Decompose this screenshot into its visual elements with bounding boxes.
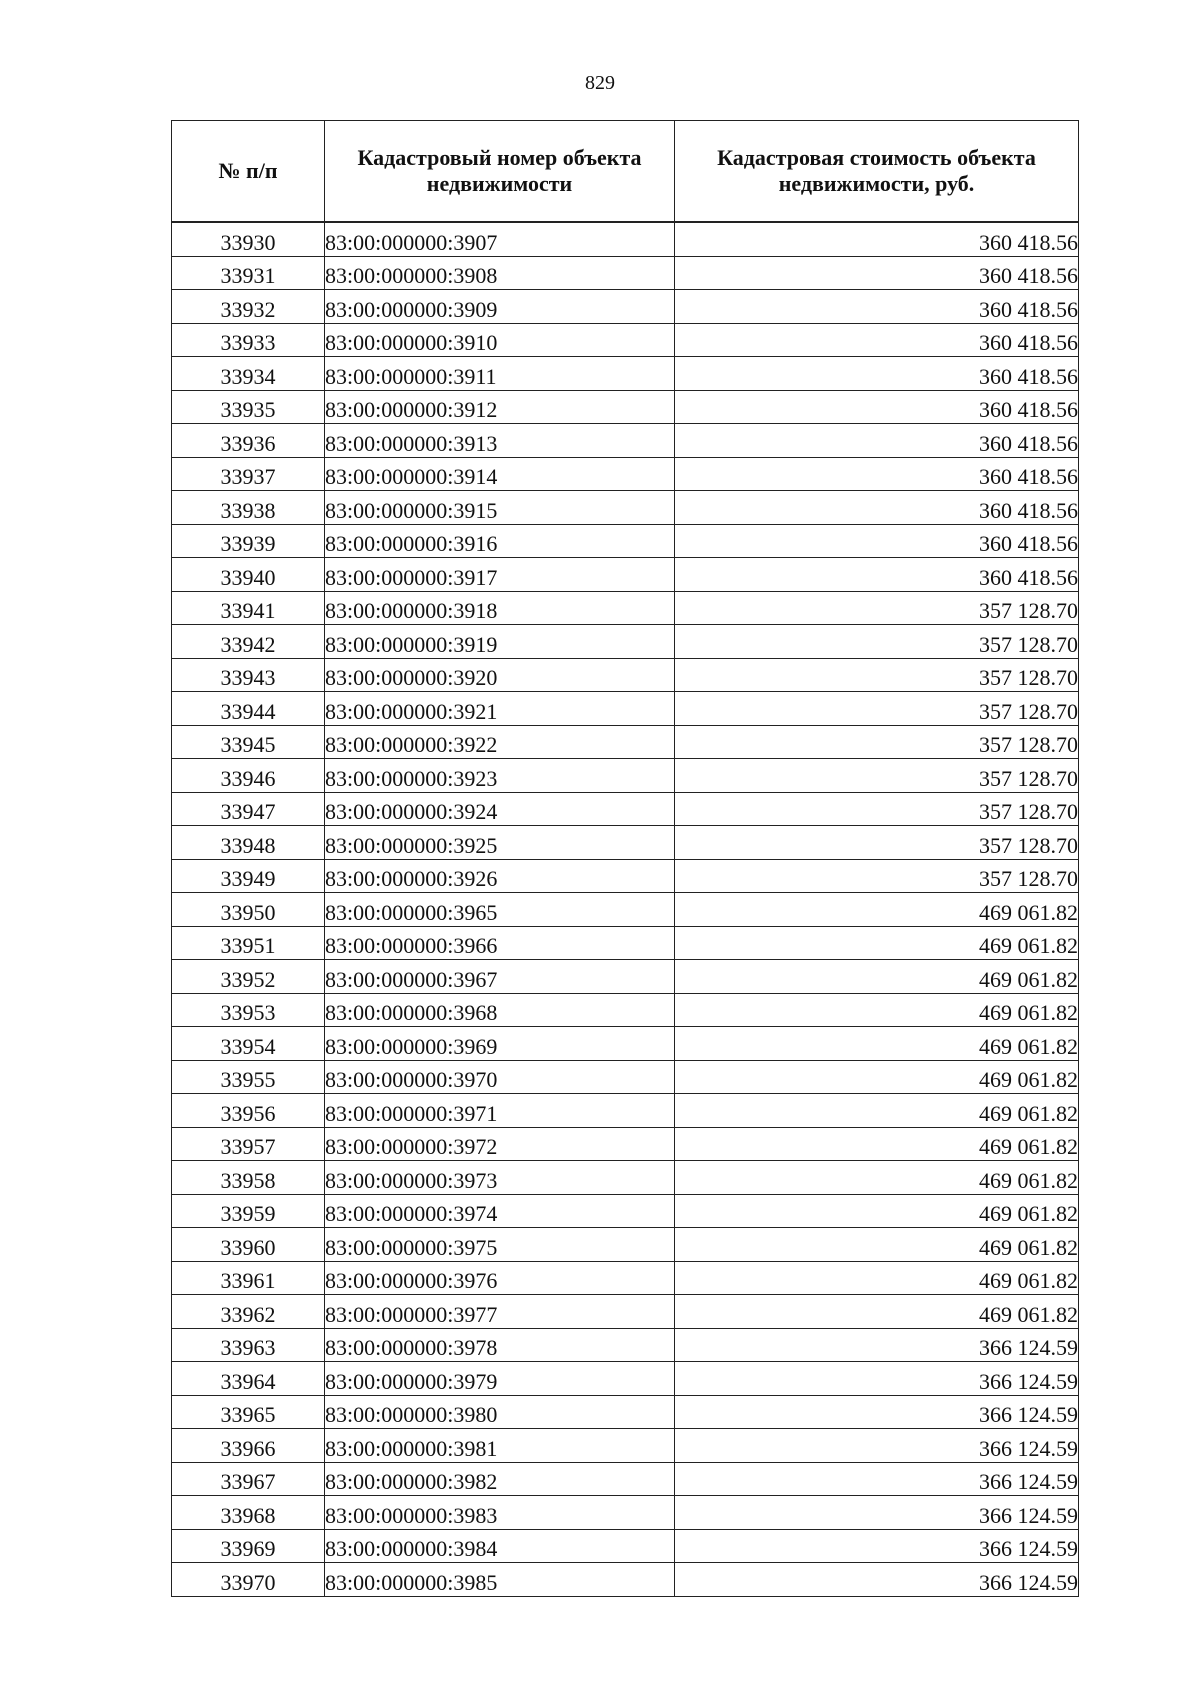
cadastral-value-cell: 366 124.59 (675, 1362, 1079, 1396)
row-number-cell: 33957 (172, 1127, 325, 1161)
table-row (172, 222, 1079, 256)
cadastral-number-cell: 83:00:000000:3976 (325, 1261, 675, 1295)
table-row (172, 1295, 1079, 1329)
row-number-cell: 33958 (172, 1161, 325, 1195)
table-row (172, 625, 1079, 659)
cadastral-number-cell: 83:00:000000:3982 (325, 1462, 675, 1496)
cadastral-value-cell: 366 124.59 (675, 1429, 1079, 1463)
cadastral-number-cell: 83:00:000000:3922 (325, 725, 675, 759)
cadastral-number-cell: 83:00:000000:3968 (325, 993, 675, 1027)
cadastral-number-cell: 83:00:000000:3909 (325, 290, 675, 324)
cadastral-number-cell: 83:00:000000:3919 (325, 625, 675, 659)
cadastral-number-cell: 83:00:000000:3979 (325, 1362, 675, 1396)
row-number-cell: 33963 (172, 1328, 325, 1362)
row-number-cell: 33966 (172, 1429, 325, 1463)
row-number-cell: 33948 (172, 826, 325, 860)
cadastral-value-cell: 357 128.70 (675, 625, 1079, 659)
cadastral-value-table (171, 120, 1079, 1597)
cadastral-number-cell: 83:00:000000:3974 (325, 1194, 675, 1228)
table-row (172, 457, 1079, 491)
table-row (172, 826, 1079, 860)
table-row (172, 1395, 1079, 1429)
table-row (172, 893, 1079, 927)
cadastral-value-cell: 469 061.82 (675, 1094, 1079, 1128)
cadastral-value-cell: 366 124.59 (675, 1328, 1079, 1362)
table-row (172, 1563, 1079, 1597)
cadastral-number-cell: 83:00:000000:3977 (325, 1295, 675, 1329)
table-row (172, 357, 1079, 391)
column-header-cadastral-value: Кадастровая стоимость объекта недвижимости, руб. (675, 121, 1079, 223)
table-row (172, 1027, 1079, 1061)
table-row (172, 759, 1079, 793)
cadastral-value-cell: 360 418.56 (675, 524, 1079, 558)
table-row (172, 1429, 1079, 1463)
cadastral-value-cell: 469 061.82 (675, 1295, 1079, 1329)
table-row (172, 1261, 1079, 1295)
cadastral-number-cell: 83:00:000000:3923 (325, 759, 675, 793)
table-row (172, 1161, 1079, 1195)
page-number: 829 (585, 72, 615, 94)
table-row (172, 1462, 1079, 1496)
row-number-cell: 33942 (172, 625, 325, 659)
cadastral-value-cell: 469 061.82 (675, 960, 1079, 994)
table-row (172, 1127, 1079, 1161)
table-row (172, 323, 1079, 357)
cadastral-number-cell: 83:00:000000:3916 (325, 524, 675, 558)
cadastral-number-cell: 83:00:000000:3910 (325, 323, 675, 357)
row-number-cell: 33950 (172, 893, 325, 927)
cadastral-value-cell: 366 124.59 (675, 1563, 1079, 1597)
cadastral-value-cell: 469 061.82 (675, 1127, 1079, 1161)
cadastral-value-cell: 469 061.82 (675, 1261, 1079, 1295)
cadastral-number-cell: 83:00:000000:3983 (325, 1496, 675, 1530)
cadastral-number-cell: 83:00:000000:3915 (325, 491, 675, 525)
cadastral-number-cell: 83:00:000000:3967 (325, 960, 675, 994)
row-number-cell: 33962 (172, 1295, 325, 1329)
row-number-cell: 33970 (172, 1563, 325, 1597)
table-row (172, 993, 1079, 1027)
cadastral-number-cell: 83:00:000000:3924 (325, 792, 675, 826)
row-number-cell: 33960 (172, 1228, 325, 1262)
table-row (172, 658, 1079, 692)
cadastral-value-cell: 360 418.56 (675, 424, 1079, 458)
cadastral-value-cell: 360 418.56 (675, 357, 1079, 391)
row-number-cell: 33938 (172, 491, 325, 525)
table-row (172, 859, 1079, 893)
table-row (172, 290, 1079, 324)
cadastral-number-cell: 83:00:000000:3920 (325, 658, 675, 692)
cadastral-value-cell: 366 124.59 (675, 1462, 1079, 1496)
cadastral-value-cell: 469 061.82 (675, 926, 1079, 960)
row-number-cell: 33943 (172, 658, 325, 692)
column-header-num: № п/п (172, 121, 325, 223)
table-row (172, 1194, 1079, 1228)
row-number-cell: 33932 (172, 290, 325, 324)
cadastral-value-cell: 357 128.70 (675, 658, 1079, 692)
cadastral-number-cell: 83:00:000000:3971 (325, 1094, 675, 1128)
cadastral-number-cell: 83:00:000000:3913 (325, 424, 675, 458)
row-number-cell: 33930 (172, 222, 325, 256)
cadastral-number-cell: 83:00:000000:3926 (325, 859, 675, 893)
row-number-cell: 33934 (172, 357, 325, 391)
row-number-cell: 33947 (172, 792, 325, 826)
row-number-cell: 33940 (172, 558, 325, 592)
cadastral-number-cell: 83:00:000000:3984 (325, 1529, 675, 1563)
cadastral-value-cell: 357 128.70 (675, 725, 1079, 759)
table-row (172, 1362, 1079, 1396)
cadastral-value-cell: 360 418.56 (675, 323, 1079, 357)
row-number-cell: 33964 (172, 1362, 325, 1396)
cadastral-value-cell: 469 061.82 (675, 1027, 1079, 1061)
cadastral-number-cell: 83:00:000000:3969 (325, 1027, 675, 1061)
table-row (172, 1496, 1079, 1530)
cadastral-number-cell: 83:00:000000:3981 (325, 1429, 675, 1463)
cadastral-number-cell: 83:00:000000:3907 (325, 222, 675, 256)
row-number-cell: 33959 (172, 1194, 325, 1228)
table-row (172, 960, 1079, 994)
cadastral-value-cell: 357 128.70 (675, 692, 1079, 726)
row-number-cell: 33965 (172, 1395, 325, 1429)
cadastral-number-cell: 83:00:000000:3970 (325, 1060, 675, 1094)
cadastral-value-cell: 366 124.59 (675, 1529, 1079, 1563)
table-row (172, 1328, 1079, 1362)
cadastral-value-cell: 469 061.82 (675, 1161, 1079, 1195)
row-number-cell: 33953 (172, 993, 325, 1027)
cadastral-value-cell: 469 061.82 (675, 1060, 1079, 1094)
cadastral-value-cell: 357 128.70 (675, 859, 1079, 893)
row-number-cell: 33954 (172, 1027, 325, 1061)
cadastral-value-cell: 357 128.70 (675, 826, 1079, 860)
cadastral-number-cell: 83:00:000000:3912 (325, 390, 675, 424)
table-row (172, 491, 1079, 525)
row-number-cell: 33955 (172, 1060, 325, 1094)
row-number-cell: 33967 (172, 1462, 325, 1496)
table-row (172, 591, 1079, 625)
table-row (172, 1060, 1079, 1094)
cadastral-value-cell: 360 418.56 (675, 222, 1079, 256)
row-number-cell: 33931 (172, 256, 325, 290)
cadastral-number-cell: 83:00:000000:3966 (325, 926, 675, 960)
table-row (172, 524, 1079, 558)
row-number-cell: 33935 (172, 390, 325, 424)
table-body (172, 222, 1079, 1596)
cadastral-value-cell: 360 418.56 (675, 390, 1079, 424)
cadastral-value-cell: 357 128.70 (675, 759, 1079, 793)
row-number-cell: 33968 (172, 1496, 325, 1530)
table-row (172, 692, 1079, 726)
table-row (172, 792, 1079, 826)
cadastral-value-cell: 366 124.59 (675, 1395, 1079, 1429)
cadastral-value-cell: 360 418.56 (675, 457, 1079, 491)
row-number-cell: 33941 (172, 591, 325, 625)
cadastral-number-cell: 83:00:000000:3985 (325, 1563, 675, 1597)
table-row (172, 424, 1079, 458)
table-row (172, 558, 1079, 592)
cadastral-number-cell: 83:00:000000:3965 (325, 893, 675, 927)
table-row (172, 1529, 1079, 1563)
cadastral-value-cell: 469 061.82 (675, 1228, 1079, 1262)
row-number-cell: 33937 (172, 457, 325, 491)
header-row (172, 121, 1079, 223)
row-number-cell: 33933 (172, 323, 325, 357)
cadastral-value-cell: 366 124.59 (675, 1496, 1079, 1530)
cadastral-number-cell: 83:00:000000:3918 (325, 591, 675, 625)
cadastral-number-cell: 83:00:000000:3914 (325, 457, 675, 491)
cadastral-number-cell: 83:00:000000:3911 (325, 357, 675, 391)
cadastral-number-cell: 83:00:000000:3973 (325, 1161, 675, 1195)
table-row (172, 1094, 1079, 1128)
row-number-cell: 33939 (172, 524, 325, 558)
row-number-cell: 33952 (172, 960, 325, 994)
table-row (172, 390, 1079, 424)
cadastral-number-cell: 83:00:000000:3972 (325, 1127, 675, 1161)
cadastral-value-cell: 469 061.82 (675, 993, 1079, 1027)
row-number-cell: 33956 (172, 1094, 325, 1128)
row-number-cell: 33951 (172, 926, 325, 960)
cadastral-value-cell: 469 061.82 (675, 893, 1079, 927)
cadastral-number-cell: 83:00:000000:3917 (325, 558, 675, 592)
cadastral-number-cell: 83:00:000000:3978 (325, 1328, 675, 1362)
cadastral-number-cell: 83:00:000000:3925 (325, 826, 675, 860)
cadastral-value-cell: 360 418.56 (675, 558, 1079, 592)
cadastral-value-cell: 469 061.82 (675, 1194, 1079, 1228)
table-header (172, 121, 1079, 223)
row-number-cell: 33961 (172, 1261, 325, 1295)
row-number-cell: 33944 (172, 692, 325, 726)
cadastral-value-cell: 357 128.70 (675, 591, 1079, 625)
row-number-cell: 33936 (172, 424, 325, 458)
row-number-cell: 33945 (172, 725, 325, 759)
cadastral-number-cell: 83:00:000000:3980 (325, 1395, 675, 1429)
cadastral-value-cell: 360 418.56 (675, 491, 1079, 525)
column-header-cadastral-number: Кадастровый номер объекта недвижимости (325, 121, 675, 223)
cadastral-value-cell: 360 418.56 (675, 256, 1079, 290)
row-number-cell: 33969 (172, 1529, 325, 1563)
table-row (172, 256, 1079, 290)
table-row (172, 725, 1079, 759)
table-row (172, 926, 1079, 960)
cadastral-value-cell: 360 418.56 (675, 290, 1079, 324)
row-number-cell: 33949 (172, 859, 325, 893)
cadastral-value-cell: 357 128.70 (675, 792, 1079, 826)
cadastral-number-cell: 83:00:000000:3908 (325, 256, 675, 290)
table-row (172, 1228, 1079, 1262)
row-number-cell: 33946 (172, 759, 325, 793)
cadastral-number-cell: 83:00:000000:3921 (325, 692, 675, 726)
cadastral-number-cell: 83:00:000000:3975 (325, 1228, 675, 1262)
